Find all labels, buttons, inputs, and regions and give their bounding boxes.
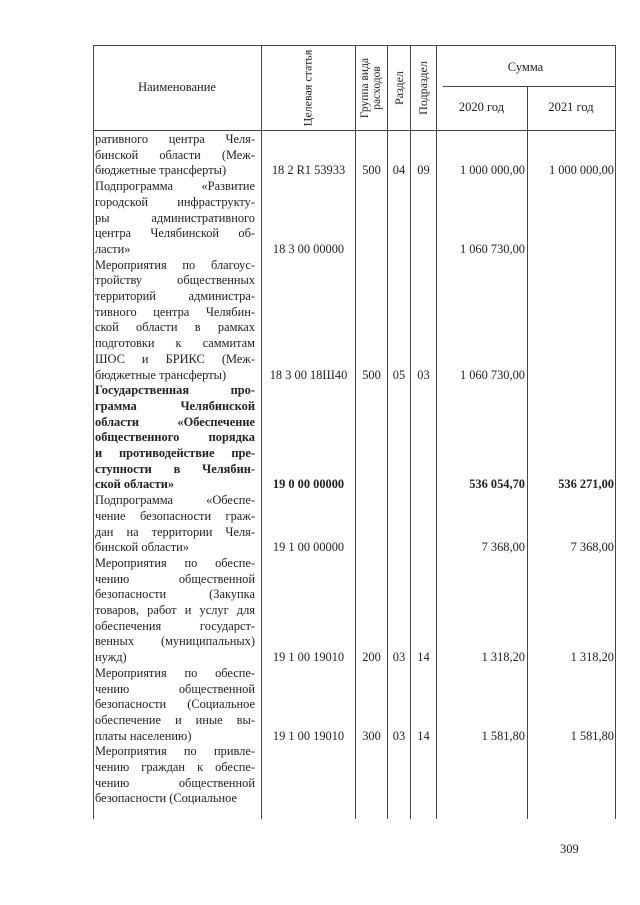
row-name-line: бинской области (Меж- bbox=[95, 147, 255, 162]
row-sum-2020: 536 054,70 bbox=[469, 477, 525, 492]
row-name-line: чение безопасности граж- bbox=[95, 508, 255, 523]
row-name-line: городской инфраструкту- bbox=[95, 194, 255, 209]
header-target-article bbox=[302, 48, 315, 128]
row-name-line: Подпрограмма «Обеспе- bbox=[95, 493, 255, 508]
row-name-line: безопасности (Социальное bbox=[95, 697, 255, 712]
row-sum-2020: 1 318,20 bbox=[481, 650, 525, 665]
row-name-line: бюджетные трансферты) bbox=[95, 367, 227, 382]
row-name-line: ской области» bbox=[95, 477, 175, 492]
row-name-line: ласти» bbox=[95, 241, 131, 256]
row-name-line: чению общественной bbox=[95, 775, 255, 790]
col-divider-code bbox=[261, 45, 262, 819]
row-name-line: области «Обеспечение bbox=[95, 414, 255, 429]
row-code: 18 2 R1 53933 bbox=[271, 163, 346, 178]
page-number: 309 bbox=[560, 842, 579, 856]
row-name-line: Подпрограмма «Развитие bbox=[95, 179, 255, 194]
row-sum-2020: 1 060 730,00 bbox=[459, 367, 525, 382]
row-sum-2020: 1 000 000,00 bbox=[459, 163, 525, 178]
row-code: 18 3 00 18Ш40 bbox=[269, 367, 348, 382]
header-sum: Сумма bbox=[507, 60, 544, 74]
row-name-line: чению общественной bbox=[95, 571, 255, 586]
row-code: 19 1 00 19010 bbox=[272, 728, 345, 743]
row-name-line: общественного порядка bbox=[95, 430, 255, 445]
row-name-line: бинской области» bbox=[95, 540, 189, 555]
header-expense-group bbox=[359, 46, 383, 130]
header-expense-group-text: Группа вида расходов bbox=[359, 57, 383, 119]
row-name-line: подготовки к саммитам bbox=[95, 336, 255, 351]
row-name-line: нужд) bbox=[95, 650, 127, 665]
header-name: Наименование bbox=[138, 80, 216, 94]
row-name-line: и противодействие пре- bbox=[95, 446, 255, 460]
row-sum-2020: 1 060 730,00 bbox=[459, 241, 525, 256]
col-divider-subsection bbox=[410, 45, 411, 819]
row-name-line: безопасности (Социальное bbox=[95, 791, 237, 806]
row-name-line: Государственная про- bbox=[95, 383, 255, 398]
row-name-line: территорий администра- bbox=[95, 289, 255, 303]
row-name-line: дан на территории Челя- bbox=[95, 524, 255, 539]
row-name-line: чению граждан к обеспе- bbox=[95, 760, 255, 774]
header-bottom-border bbox=[93, 130, 615, 131]
row-name-line: безопасности (Закупка bbox=[95, 587, 255, 602]
row-name-line: грамма Челябинской bbox=[95, 398, 255, 413]
row-name-line: тройству общественных bbox=[95, 273, 255, 288]
row-name-line: обеспечения государст- bbox=[95, 618, 255, 633]
row-name-line: бюджетные трансферты) bbox=[95, 163, 227, 178]
row-sum-2021: 1 000 000,00 bbox=[548, 163, 614, 178]
row-name-line: обеспечение и иные вы- bbox=[95, 712, 255, 727]
row-name-line: ры административного bbox=[95, 210, 255, 225]
table-right-border bbox=[615, 45, 616, 819]
row-sum-2021: 1 581,80 bbox=[570, 728, 614, 743]
sum-header-divider bbox=[443, 86, 615, 87]
row-code: 19 0 00 00000 bbox=[272, 477, 345, 492]
header-section: Раздел bbox=[392, 71, 406, 105]
row-sum-2020: 1 581,80 bbox=[481, 728, 525, 743]
row-expense-group: 500 bbox=[362, 367, 381, 382]
header-target-article-text: Целевая статья bbox=[300, 49, 315, 127]
row-section: 03 bbox=[392, 650, 406, 665]
row-code: 19 1 00 19010 bbox=[272, 650, 345, 665]
row-sum-2021: 536 271,00 bbox=[558, 477, 614, 492]
col-divider-year bbox=[527, 86, 528, 819]
col-divider-group bbox=[355, 45, 356, 819]
row-name-line: центра Челябинской об- bbox=[95, 226, 255, 241]
row-section: 03 bbox=[392, 728, 406, 743]
row-name-line: Мероприятия по привле- bbox=[95, 744, 255, 759]
row-sum-2021: 1 318,20 bbox=[570, 650, 614, 665]
row-name-line: ской области в рамках bbox=[95, 320, 255, 335]
row-name-line: Мероприятия по обеспе- bbox=[95, 555, 255, 570]
row-sum-2020: 7 368,00 bbox=[481, 540, 525, 555]
col-divider-section bbox=[387, 45, 388, 819]
row-name-line: чению общественной bbox=[95, 681, 255, 696]
row-code: 19 1 00 00000 bbox=[272, 540, 345, 555]
row-subsection: 09 bbox=[417, 163, 430, 178]
table-left-border bbox=[93, 45, 94, 819]
table-top-border bbox=[93, 45, 615, 46]
row-name-line: ративного центра Челя- bbox=[95, 132, 255, 146]
row-subsection: 03 bbox=[417, 367, 430, 382]
header-year-2021: 2021 год bbox=[548, 100, 594, 114]
row-section: 05 bbox=[392, 367, 406, 382]
row-name-line: платы населению) bbox=[95, 728, 192, 743]
row-section: 04 bbox=[392, 163, 406, 178]
row-name-line: ступности в Челябин- bbox=[95, 461, 255, 476]
row-name-line: товаров, работ и услуг для bbox=[95, 603, 255, 617]
row-name-line: ШОС и БРИКС (Меж- bbox=[95, 351, 255, 366]
row-name-line: Мероприятия по благоус- bbox=[95, 257, 255, 272]
row-expense-group: 200 bbox=[362, 650, 381, 665]
row-code: 18 3 00 00000 bbox=[272, 241, 345, 256]
header-year-2020: 2020 год bbox=[458, 100, 505, 114]
row-expense-group: 500 bbox=[362, 163, 381, 178]
row-subsection: 14 bbox=[417, 728, 430, 743]
row-name-line: венных (муниципальных) bbox=[95, 634, 255, 649]
row-name-line: Мероприятия по обеспе- bbox=[95, 665, 255, 680]
row-subsection: 14 bbox=[417, 650, 430, 665]
col-divider-sum bbox=[436, 45, 437, 819]
header-subsection: Подраздел bbox=[416, 61, 430, 115]
row-name-line: тивного центра Челябин- bbox=[95, 304, 255, 319]
row-expense-group: 300 bbox=[362, 728, 381, 743]
row-sum-2021: 7 368,00 bbox=[570, 540, 614, 555]
